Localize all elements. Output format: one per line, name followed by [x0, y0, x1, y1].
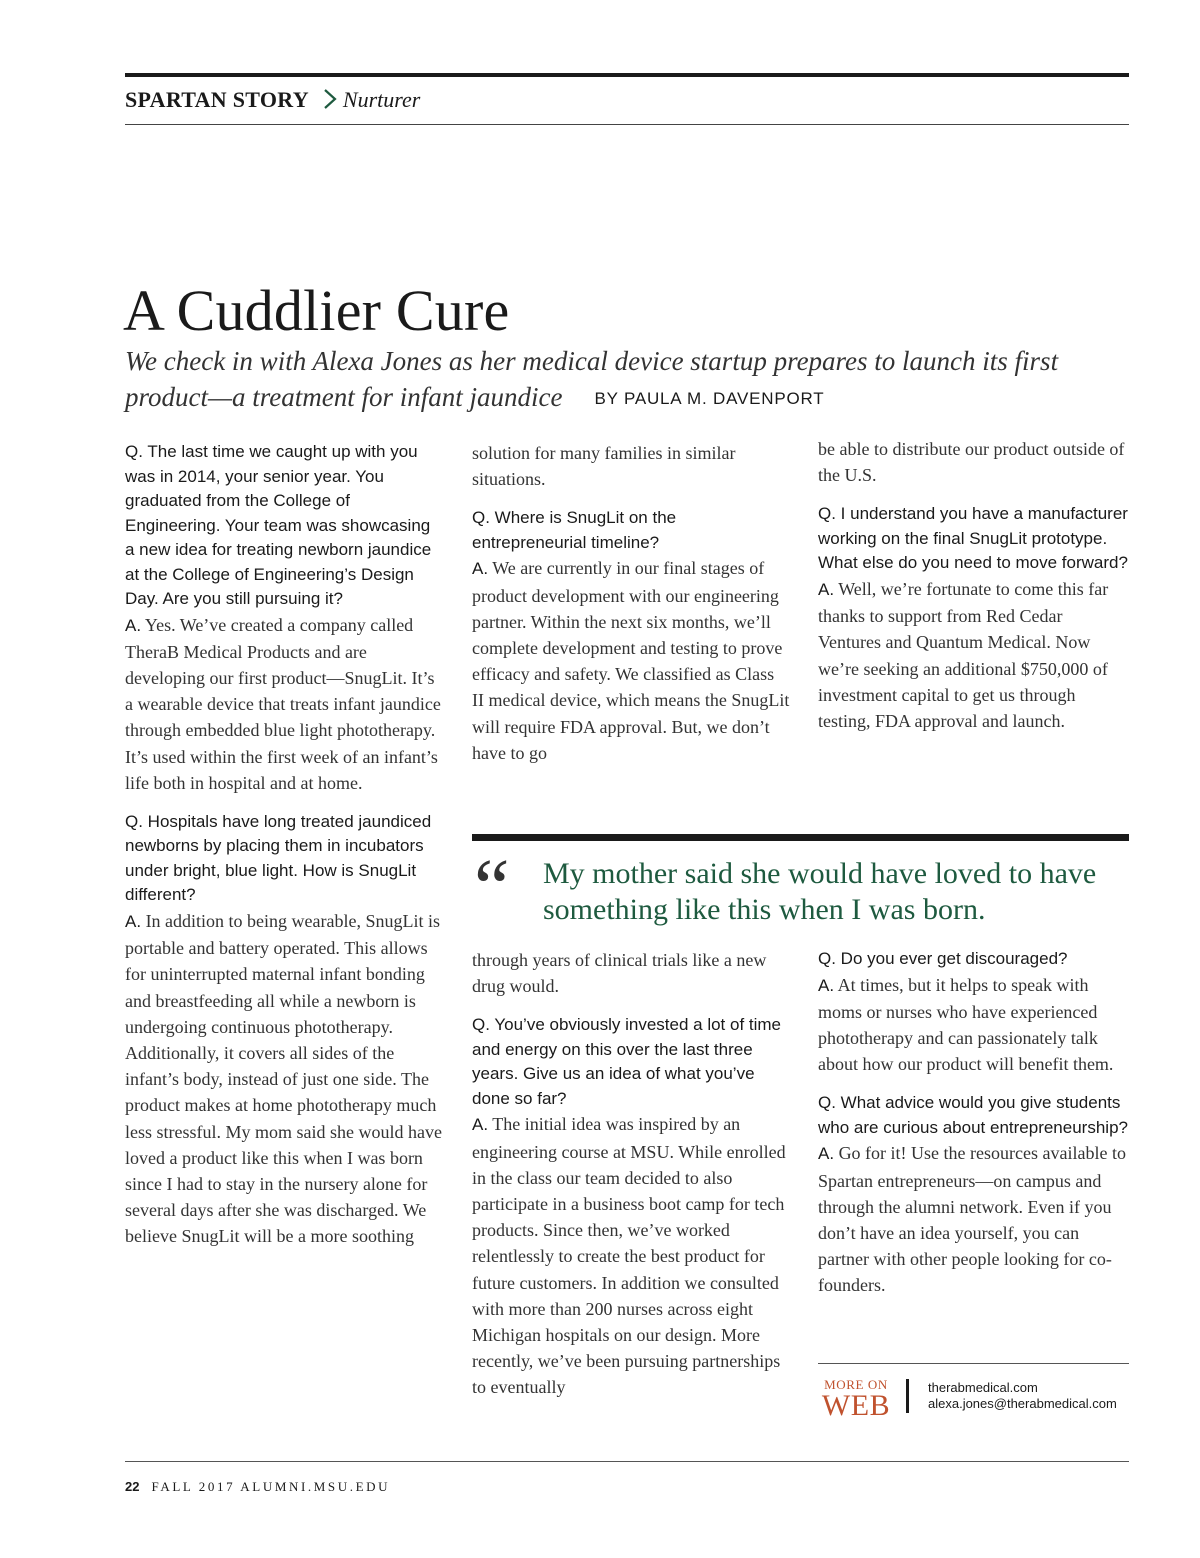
answer-label: A.	[125, 615, 142, 635]
answer-5	[472, 1111, 790, 1400]
web-rule	[818, 1363, 1129, 1364]
byline: BY PAULA M. DAVENPORT	[594, 389, 825, 408]
issue-info: FALL 2017 ALUMNI.MSU.EDU	[151, 1479, 391, 1494]
answer-text: In addition to being wearable, SnugLit is portable and battery operated. This allows for uninterrupted maternal infant bonding and breastfeeding all while a newborn is undergoing continuous phototherapy. Additionally, it covers all sides of the infant’s body, instead of just one side. The product makes at home phototherapy much less stressful. My mom said she would have loved a product like this when I was born since I had to stay in the nursery alone for several days after she was discharged. We believe SnugLit will be a more soothing	[125, 910, 442, 1247]
kicker-rule	[125, 124, 1129, 125]
question-7: Q. What advice would you give students who are curious about entrepreneurship?	[818, 1093, 1128, 1137]
article-title: A Cuddlier Cure	[123, 278, 510, 343]
chevron-right-icon	[317, 87, 341, 111]
answer-text: We are currently in our final stages of product development with our engineering partner. Within the next six months, we’ll complete development and testing to prove efficacy and safety. We classified as Class II medical device, which means the SnugLit will require FDA approval. But, we don’t have to go	[472, 558, 790, 763]
answer-7	[818, 1140, 1130, 1298]
answer-1	[125, 612, 443, 796]
footer-rule	[125, 1461, 1129, 1462]
question-5: Q. You’ve obviously invested a lot of time and energy on this over the last three years. Give us an idea of what you’ve done so far?	[472, 1015, 782, 1108]
quote-mark-icon: “	[474, 844, 510, 932]
answer-2	[125, 908, 443, 1250]
section-kicker	[125, 86, 420, 114]
question-4: Q. I understand you have a manufacturer working on the final SnugLit prototype. What else do you need to move forward?	[818, 504, 1128, 573]
answer-label: A.	[818, 1144, 835, 1164]
answer-label: A.	[125, 911, 142, 931]
answer-text: Yes. We’ve created a company called TheraB Medical Products and are developing our first product—SnugLit. It’s a wearable device that treats infant jaundice through embedded blue light phototherapy. It’s used within the first week of an infant’s life both in hospital and at home.	[125, 614, 441, 793]
column-2-top	[472, 440, 790, 766]
subsection-name: Nurturer	[342, 87, 421, 112]
section-name: SPARTAN STORY	[125, 87, 309, 112]
answer-6	[818, 972, 1130, 1078]
answer-label: A.	[472, 559, 489, 579]
question-2: Q. Hospitals have long treated jaundiced newborns by placing them in incubators under bright, blue light. How is SnugLit different?	[125, 811, 432, 905]
question-3: Q. Where is SnugLit on the entrepreneurial timeline?	[472, 508, 677, 552]
answer-text: Go for it! Use the resources available to Spartan entrepreneurs—on campus and through the alumni network. Even if you don’t have an idea yourself, you can partner with other people looking for co-founders.	[818, 1143, 1126, 1296]
answer-label: A.	[472, 1115, 489, 1135]
answer-text: Well, we’re fortunate to come this far thanks to support from Red Cedar Ventures and Quantum Medical. Now we’re seeking an additional $750,000 of investment capital to get us through testing, FDA approval and launch.	[818, 578, 1109, 731]
question-6: Q. Do you ever get discouraged?	[818, 949, 1068, 968]
top-rule	[125, 73, 1129, 77]
more-on-label: MORE ON	[824, 1377, 888, 1392]
continued-text: through years of clinical trials like a new drug would.	[472, 950, 767, 997]
page-number: 22	[125, 1479, 140, 1494]
answer-label: A.	[818, 579, 835, 599]
answer-label: A.	[818, 975, 835, 995]
more-on-web-label	[818, 1378, 894, 1420]
answer-text: The initial idea was inspired by an engineering course at MSU. While enrolled in the class our team decided to also participate in a business boot camp for tech products. Since then, we’ve worked relentlessly to create the best product for future customers. In addition we consulted with more than 200 nurses across eight Michigan hospitals on our design. More recently, we’ve been pursuing partnerships to eventually	[472, 1114, 786, 1398]
answer-4	[818, 576, 1128, 734]
email-link[interactable]: alexa.jones@therabmedical.com	[928, 1396, 1117, 1411]
answer-text: At times, but it helps to speak with moms or nurses who have experienced phototherapy and can passionately talk about how our product will benefit them.	[818, 974, 1114, 1075]
web-divider	[906, 1379, 909, 1413]
column-3-top	[818, 436, 1128, 734]
web-links	[928, 1380, 1117, 1412]
continued-text: solution for many families in similar situations.	[472, 443, 736, 490]
column-3-bottom	[818, 947, 1130, 1299]
column-1	[125, 440, 443, 1250]
web-label: WEB	[821, 1389, 891, 1422]
website-link[interactable]: therabmedical.com	[928, 1380, 1038, 1395]
answer-3	[472, 555, 790, 766]
deck-text: We check in with Alexa Jones as her medical device startup prepares to launch its first product—a treatment for infant jaundice	[125, 346, 1059, 412]
pullquote-text: My mother said she would have loved to have something like this when I was born.	[543, 857, 1097, 926]
article-deck	[125, 343, 1125, 417]
question-1: Q. The last time we caught up with you was in 2014, your senior year. You graduated from the College of Engineering. Your team was showcasing a new idea for treating newborn jaundice at the College of Engineering’s Design Day. Are you still pursuing it?	[125, 442, 432, 608]
page-footer	[125, 1478, 390, 1496]
column-2-bottom	[472, 947, 790, 1401]
continued-text: be able to distribute our product outside of the U.S.	[818, 439, 1125, 486]
pullquote-rule	[472, 834, 1129, 841]
